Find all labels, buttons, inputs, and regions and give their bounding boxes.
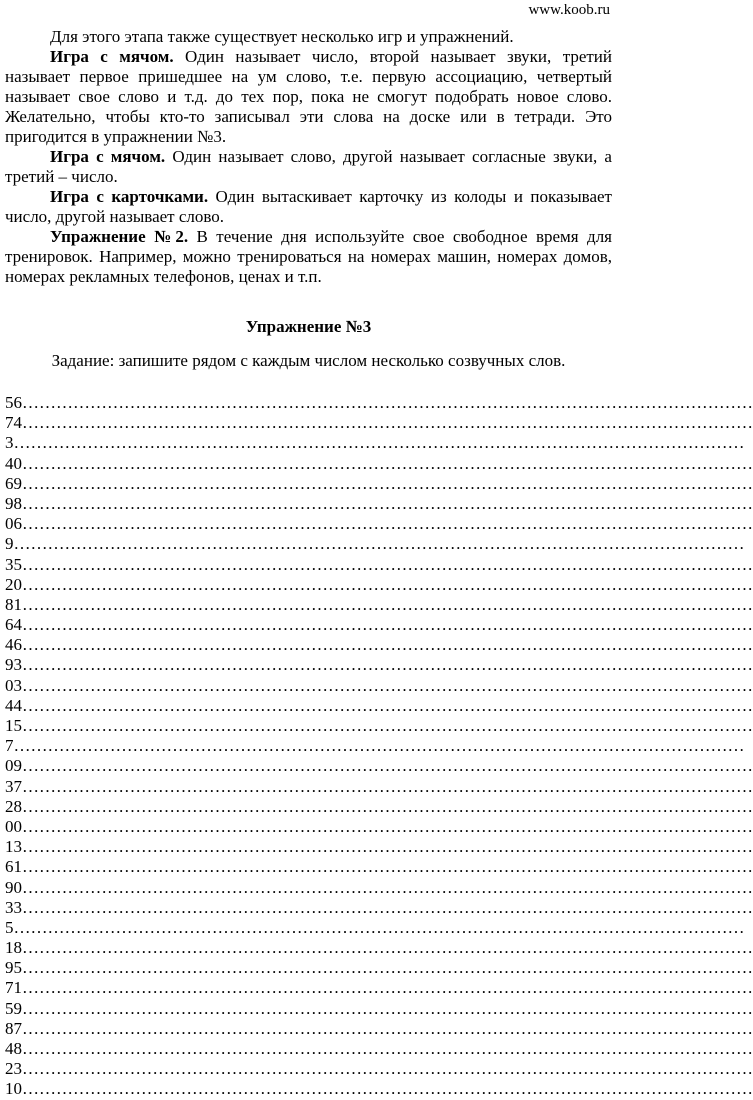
answer-line[interactable]: ………………………………………………………………………………………………………………… [13, 433, 745, 453]
answer-line[interactable]: ………………………………………………………………………………………………………………… [22, 1079, 753, 1099]
answer-line[interactable]: ………………………………………………………………………………………………………………… [22, 998, 753, 1018]
list-number: 33 [5, 897, 22, 917]
list-number: 59 [5, 998, 22, 1018]
answer-line[interactable]: ………………………………………………………………………………………………………………… [22, 756, 753, 776]
list-number: 48 [5, 1039, 22, 1058]
paragraph-ball-game-2: Игра с мячом. Один называет слово, другой называет согласные звуки, а третий – число. [5, 147, 612, 186]
list-item [5, 413, 753, 433]
list-item [5, 938, 753, 958]
answer-line[interactable]: ………………………………………………………………………………………………………………… [22, 1059, 753, 1079]
list-number: 15 [5, 716, 22, 735]
list-number: 9 [5, 534, 14, 554]
list-item [5, 493, 753, 514]
answer-line[interactable]: ………………………………………………………………………………………………………………… [22, 453, 753, 473]
answer-line[interactable]: ………………………………………………………………………………………………………………… [22, 554, 753, 574]
list-item [5, 695, 753, 716]
list-item [5, 615, 753, 635]
list-item [5, 594, 753, 615]
list-item [5, 1079, 753, 1099]
answer-line[interactable]: ………………………………………………………………………………………………………………… [22, 816, 753, 836]
answer-line[interactable]: ………………………………………………………………………………………………………………… [13, 917, 745, 937]
list-number: 90 [5, 877, 22, 897]
list-number: 13 [5, 837, 22, 857]
list-number: 40 [5, 453, 22, 473]
answer-line[interactable]: ………………………………………………………………………………………………………………… [22, 594, 753, 614]
answer-line[interactable]: ………………………………………………………………………………………………………………… [22, 776, 753, 796]
list-number: 3 [5, 433, 14, 453]
list-number: 98 [5, 493, 22, 513]
answer-line[interactable]: ………………………………………………………………………………………………………………… [22, 978, 753, 998]
answer-line[interactable]: ………………………………………………………………………………………………………………… [22, 1018, 753, 1038]
list-number: 35 [5, 554, 22, 574]
list-number: 10 [5, 1079, 22, 1099]
answer-line[interactable]: ………………………………………………………………………………………………………………… [22, 473, 753, 493]
list-number: 18 [5, 938, 22, 958]
list-number: 64 [5, 615, 22, 635]
list-number: 5 [5, 917, 14, 937]
list-item [5, 716, 753, 736]
answer-line[interactable]: ………………………………………………………………………………………………………………… [22, 857, 753, 877]
list-item [5, 837, 753, 857]
list-item [5, 655, 753, 675]
exercise-3-task: Задание: запишите рядом с каждым числом несколько созвучных слов. [51, 351, 566, 370]
list-number: 06 [5, 514, 22, 534]
list-number: 69 [5, 473, 22, 493]
answer-line[interactable]: ………………………………………………………………………………………………………………… [22, 695, 753, 715]
list-number: 95 [5, 958, 22, 978]
list-number: 37 [5, 776, 22, 796]
answer-line[interactable]: ………………………………………………………………………………………………………………… [22, 635, 753, 655]
list-number: 7 [5, 736, 14, 756]
answer-line[interactable]: ………………………………………………………………………………………………………………… [13, 736, 745, 756]
list-item [5, 857, 753, 877]
list-number: 46 [5, 635, 22, 655]
document-text [5, 27, 612, 371]
paragraph-exercise-2: Упражнение №2. В течение дня используйте свое свободное время для тренировок. Например, можно тренироваться на номерах машин, номерах домов, номерах рекламных телефонов, ценах и т.п. [5, 227, 612, 286]
list-item [5, 574, 753, 595]
answer-line[interactable]: ………………………………………………………………………………………………………………… [22, 837, 753, 857]
list-number: 20 [5, 574, 22, 594]
list-number: 28 [5, 796, 22, 816]
list-item [5, 1039, 753, 1059]
number-list [5, 393, 753, 1100]
list-item [5, 958, 753, 978]
list-item [5, 736, 745, 756]
list-item [5, 796, 753, 817]
list-number: 93 [5, 655, 22, 675]
list-item [5, 473, 753, 494]
list-item [5, 756, 753, 776]
list-item [5, 1059, 753, 1079]
answer-line[interactable]: ………………………………………………………………………………………………………………… [22, 514, 753, 534]
answer-line[interactable]: ………………………………………………………………………………………………………………… [22, 877, 753, 897]
answer-line[interactable]: ………………………………………………………………………………………………………………… [22, 655, 753, 675]
list-item [5, 534, 745, 554]
list-item [5, 393, 753, 413]
list-item [5, 917, 745, 938]
answer-line[interactable]: ………………………………………………………………………………………………………………… [22, 393, 753, 412]
answer-line[interactable]: ………………………………………………………………………………………………………………… [22, 897, 753, 917]
list-number: 61 [5, 857, 22, 877]
answer-line[interactable]: ………………………………………………………………………………………………………………… [22, 493, 753, 513]
list-number: 87 [5, 1018, 22, 1038]
list-number: 00 [5, 816, 22, 836]
list-item [5, 514, 753, 534]
answer-line[interactable]: ………………………………………………………………………………………………………………… [22, 796, 753, 816]
list-number: 23 [5, 1059, 22, 1079]
paragraph-ball-game-1: Игра с мячом. Один называет число, второй называет звуки, третий называет первое пришедшее на ум слово, т.е. первую ассоциацию, четвертый называет свое слово и т.д. до тех пор, пока не смогут подобрать новое слово. Желательно, чтобы кто-то записывал эти слова на доске или в тетради. Это пригодится в упражнении №3. [5, 47, 612, 146]
answer-line[interactable]: ………………………………………………………………………………………………………………… [22, 716, 753, 735]
list-number: 03 [5, 675, 22, 695]
list-item [5, 897, 753, 918]
list-item [5, 877, 753, 898]
list-item [5, 635, 753, 655]
list-number: 74 [5, 413, 22, 433]
answer-line[interactable]: ………………………………………………………………………………………………………………… [22, 574, 753, 594]
paragraph-intro: Для этого этапа также существует несколько игр и упражнений. [50, 27, 514, 46]
list-item [5, 554, 753, 575]
answer-line[interactable]: ………………………………………………………………………………………………………………… [22, 615, 753, 635]
list-item [5, 978, 753, 998]
list-item [5, 1018, 753, 1039]
paragraph-card-game: Игра с карточками. Один вытаскивает карточку из колоды и показывает число, другой называет слово. [5, 187, 612, 226]
list-item [5, 816, 753, 837]
answer-line[interactable]: ………………………………………………………………………………………………………………… [13, 534, 745, 554]
list-number: 09 [5, 756, 22, 776]
answer-line[interactable]: ………………………………………………………………………………………………………………… [22, 1039, 753, 1058]
answer-line[interactable]: ………………………………………………………………………………………………………………… [22, 675, 753, 695]
answer-line[interactable]: ………………………………………………………………………………………………………………… [22, 413, 753, 433]
exercise-3-heading: Упражнение №3 [245, 317, 372, 336]
answer-line[interactable]: ………………………………………………………………………………………………………………… [22, 958, 753, 978]
list-number: 44 [5, 695, 22, 715]
list-number: 56 [5, 393, 22, 412]
list-item [5, 433, 745, 453]
answer-line[interactable]: ………………………………………………………………………………………………………………… [22, 938, 753, 958]
list-number: 71 [5, 978, 22, 998]
list-item [5, 675, 753, 696]
list-item [5, 998, 753, 1019]
list-number: 81 [5, 594, 22, 614]
list-item [5, 776, 753, 797]
site-url: www.koob.ru [528, 2, 610, 18]
list-item [5, 453, 753, 474]
